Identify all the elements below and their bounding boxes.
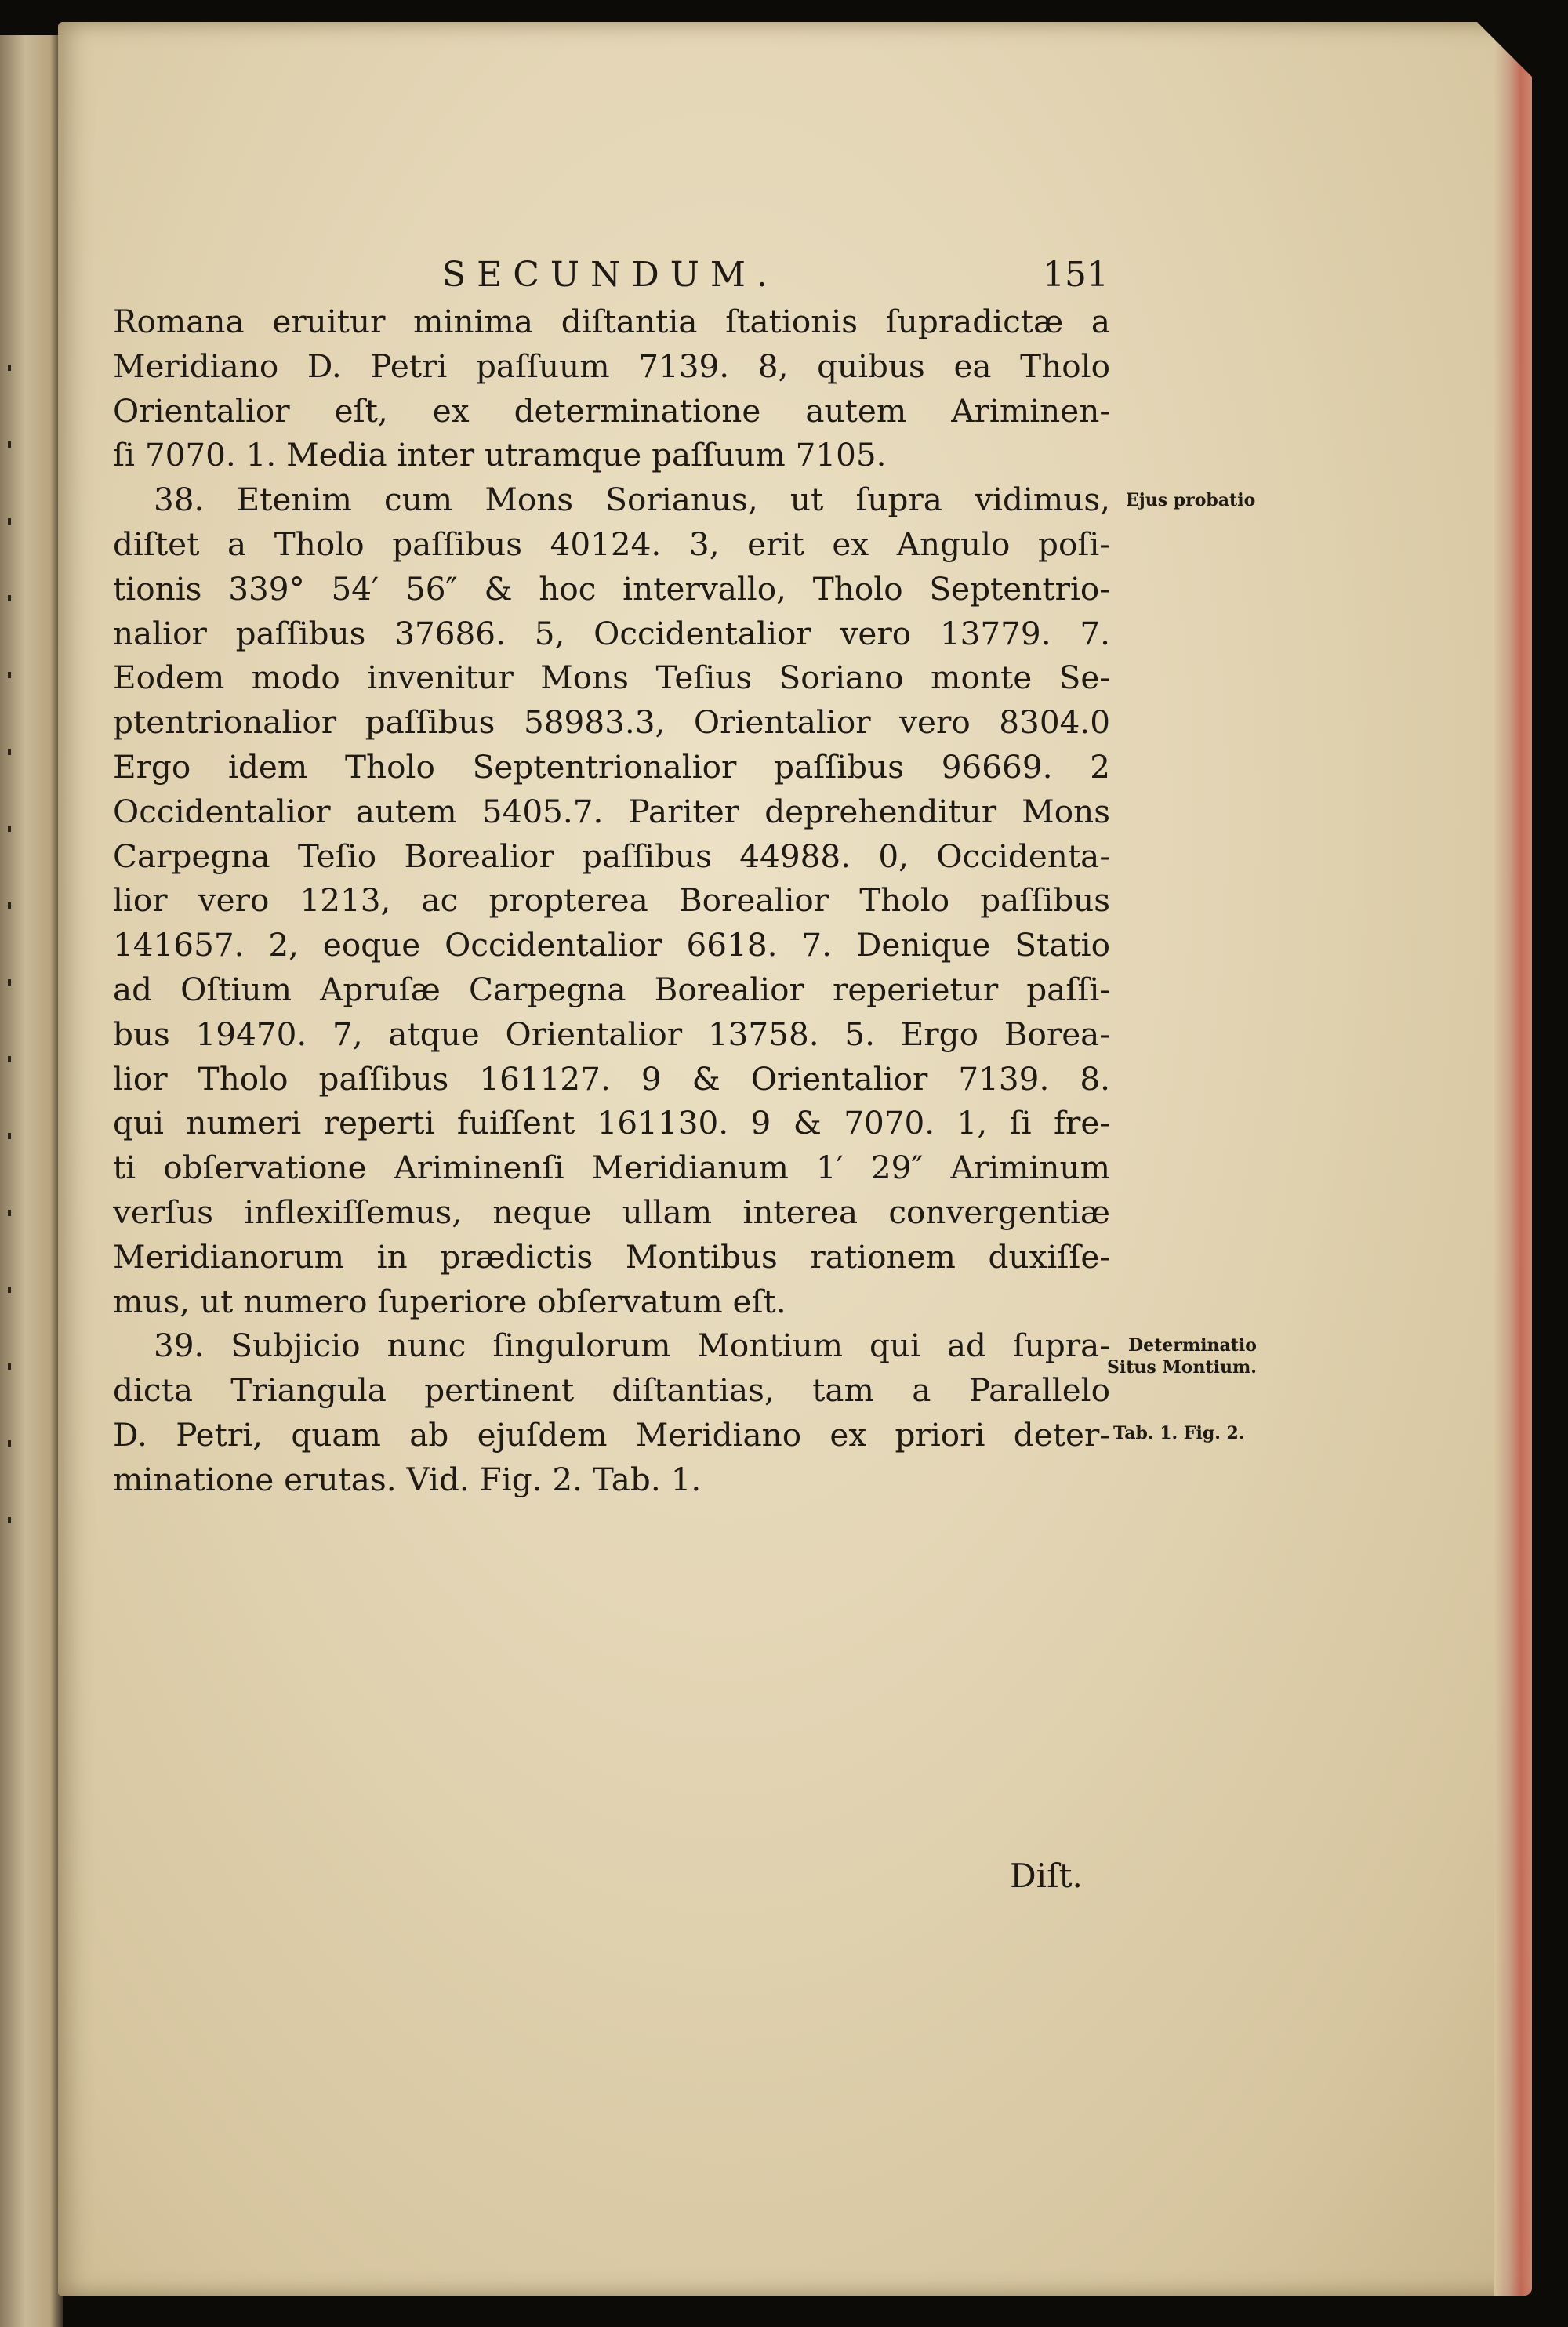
paragraph-38-start: 38. Etenim cum Mons Sorianus, ut ſupra vidimus, (154, 481, 1110, 519)
catchword: Diſt. (1010, 1857, 1083, 1895)
facing-page-marks (8, 365, 16, 1619)
page-number: 151 (1043, 255, 1109, 295)
text-line: Romana eruitur minima diſtantia ſtationis ſupradictæ a (113, 303, 1110, 340)
text-line: dicta Triangula pertinent diſtantias, tam a Parallelo (113, 1371, 1110, 1410)
text-line: nalior paſſibus 37686. 5, Occidentalior vero 13779. 7. (113, 614, 1110, 652)
paragraph-39-start: 39. Subjicio nunc ſingulorum Montium qui ad ſupra- (154, 1327, 1110, 1365)
text-line: D. Petri, quam ab ejuſdem Meridiano ex priori deter- (113, 1415, 1110, 1454)
text-line: 141657. 2, eoque Occidentalior 6618. 7. Denique Statio (113, 926, 1110, 964)
text-line: Orientalior eſt, ex determinatione autem Ariminen- (113, 391, 1110, 430)
text-line: minatione erutas. Vid. Fig. 2. Tab. 1. (113, 1460, 702, 1498)
text-line: lior Tholo paſſibus 161127. 9 & Orientalior 7139. 8. (113, 1059, 1110, 1098)
text-line: qui numeri reperti fuiſſent 161130. 9 & 7070. 1, ſi fre- (113, 1104, 1110, 1142)
text-line: diſtet a Tholo paſſibus 40124. 3, erit ex Angulo poſi- (113, 525, 1110, 563)
margin-note-table-figure: Tab. 1. Fig. 2. (1113, 1423, 1245, 1443)
text-line: ad Oſtium Apruſæ Carpegna Borealior reperietur paſſi- (113, 970, 1110, 1008)
text-line: Meridiano D. Petri paſſuum 7139. 8, quibus ea Tholo (113, 347, 1110, 385)
text-line: tionis 339° 54′ 56″ & hoc intervallo, Tholo Septentrio- (113, 569, 1110, 608)
text-line: ti obſervatione Ariminenſi Meridianum 1′ 29″ Ariminum (113, 1149, 1110, 1187)
margin-note-determinatio-line1: Determinatio (1128, 1335, 1257, 1356)
margin-note-probatio: Ejus probatio (1126, 490, 1256, 510)
text-line: Ergo idem Tholo Septentrionalior paſſibus 96669. 2 (113, 747, 1110, 786)
main-text-block (113, 251, 1110, 1502)
text-line: Eodem modo invenitur Mons Teſius Soriano monte Se- (113, 659, 1110, 697)
running-title: SECUNDUM. (442, 255, 779, 295)
text-line: Occidentalior autem 5405.7. Pariter deprehenditur Mons (113, 792, 1110, 830)
page-fore-edge (1494, 22, 1532, 2296)
text-line: bus 19470. 7, atque Orientalior 13758. 5. Ergo Borea- (113, 1015, 1110, 1053)
text-line: lior vero 1213, ac propterea Borealior Tholo paſſibus (113, 881, 1110, 920)
text-line: ptentrionalior paſſibus 58983.3, Orientalior vero 8304.0 (113, 703, 1110, 742)
facing-page-edge (0, 35, 63, 2327)
text-line: Carpegna Teſio Borealior paſſibus 44988. 0, Occidenta- (113, 837, 1110, 875)
margin-note-determinatio-line2: Situs Montium. (1107, 1357, 1257, 1378)
text-line: ſi 7070. 1. Media inter utramque paſſuum 7105. (113, 436, 887, 474)
text-line: mus, ut numero ſuperiore obſervatum eſt. (113, 1282, 786, 1320)
text-line: verſus inflexiſſemus, neque ullam interea convergentiæ (113, 1193, 1110, 1231)
running-header (113, 251, 1110, 299)
margin-note-determinatio (1107, 1334, 1257, 1378)
text-line: Meridianorum in prædictis Montibus rationem duxiſſe- (113, 1237, 1110, 1276)
page-corner-fold (1477, 22, 1532, 77)
